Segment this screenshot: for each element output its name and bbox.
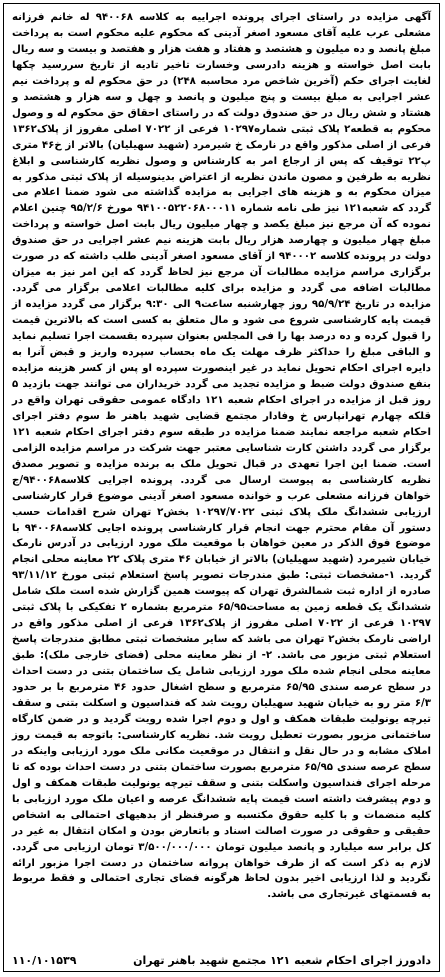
notice-code: ۱۱۰/۱۰۱۵۳۹ <box>12 954 77 967</box>
notice-footer <box>12 954 431 967</box>
notice-signature: دادورز اجرای احکام شعبه ۱۲۱ مجتمع شهید باهنر تهران <box>133 954 431 967</box>
auction-notice <box>3 3 440 972</box>
notice-body-text: آگهی مزایده در راستای اجرای پرونده اجراییه به کلاسه ۹۴۰۰۶۸ له خانم فرزانه مشعلی عرب علیه آقای مسعود اصغر آدینی که محکوم علیه محکوم است به پرداخت مبلغ پانصد و ده میلیون و هشتصد و هفتاد و هفت هزار و هفتصد و بیست و سه ریال بابت اصل خواسته و هزینه دادرسی وخسارت تاخیر تادیه از تاریخ سررسید چکها لغایت اجرای حکم (آخرین شاخص مرد محاسبه ۲۴۸) در حق محکوم له و پرداخت نیم عشر اجرایی به مبلغ بیست و پنج میلیون و پانصد و چهل و سه هزار و هشتصد و هشتاد و شش ریال در حق صندوق دولت که در راستای احقاق حق محکوم له و وصول محکوم به قطعه۲ پلاک ثبتی شماره۱۰۲۹۷ فرعی از ۷۰۲۲ اصلی مفروز از پلاک۱۳۶۲ فرعی از اصلی مذکور واقع در نارمک خ شیرمرد (شهید سهیلیان) بالاتر از خ۴۶ متری پ۲۲ توقیف که پس از ارجاع امر به کارشناس و وصول نظریه کارشناسی و ابلاغ نظریه به طرفین و مصون ماندن نظریه از اعتراض بدینوسیله از پلاک ثبتی مذکور به میزان محکوم به و هزینه های اجرایی به مزایده گذاشته می شود ضمنا اعلام می گردد که شعبه۱۲۱ نیز طی نامه شماره ۹۴۱۰۰۵۲۲۰۶۸۰۰۰۱۱ مورخ ۹۵/۲/۶ چنین اعلام نموده که آن مرجع نیز مبلغ یکصد و چهار میلیون ریال بابت اصل خواسته و پرداخت مبلغ چهار میلیون و چهارصد هزار ریال بابت هزینه نیم عشر اجرایی در حق صندوق دولت در پرونده کلاسه ۹۴۰۰۰۲ از آقای مسعود اصغر آدینی طلب داشته که در صورت برگزاری مراسم مزایده مطالبات آن مرجع نیز لحاظ گردد که این امر نیز به میزان مطالبات اضافه می گردد و مزایده برای کلیه مطالبات اعلامی برگزار می گردد. مزایده در تاریخ ۹۵/۹/۲۴ روز چهارشنبه ساعت۹ الی ۹:۳۰ برگزار می گردد مزایده از قیمت پایه کارشناسی شروع می شود و مال متعلق به کسی است که بالاترین قیمت را قبول کرده و ده درصد بها را فی المجلس بعنوان سپرده بقسمت اجرا تسلیم نماید و الباقی مبلغ را حداکثر ظرف مهلت یک ماه بحساب سپرده واریز و قبض آنرا به دایره اجرای احکام تحویل نماید در غیر اینصورت سپرده او پس از کسر هزینه مزایده بنفع صندوق دولت ضبط و مزایده تجدید می گردد خریداران می توانند جهت بازدید ۵ روز قبل از مزایده در اجرای احکام شعبه ۱۲۱ دادگاه عمومی حقوقی تهران واقع در قلکه چهارم تهرانپارس خ وفادار مجتمع قضایی شهید باهنر ط سوم دفتر اجرای احکام شعبه مراجعه نمایند ضمنا مزایده در طبقه سوم دفتر اجرای احکام شعبه ۱۲۱ برگزار می گردد داشتن کارت شناسایی معتبر جهت شرکت در مراسم مزایده الزامی است. ضمنا این اجرا تعهدی در قبال تحویل ملک به برنده مزایده و تصویر مصدق نظریه کارشناسی به پیوست ارسال می گردد. پرونده اجرایی کلاسه۹۴۰۰۶۸/ج خواهان فرزانه مشعلی عرب و خوانده مسعود اصغر آدینی موضوع قرار کارشناسی ارزیابی ششدانگ ملک پلاک ثبتی ۱۰۲۹۷/۷۰۲۲ بخش۲ تهران شرح اقدامات حسب دستور آن مقام محترم جهت انجام قرار کارشناسی پرونده اجایی کلاسه۹۴۰۰۶۸ با موضوع فوق الذکر در معین خواهان با موقعیت ملک مورد ارزیابی در آدرس نارمک خیابان شیرمرد (شهید سهیلیان) بالاتر از خیابان ۴۶ متری پلاک ۲۲ معاینه محلی انجام گردید. ۱-مشخصات ثبتی: طبق مندرجات تصویر پاسخ استعلام ثبتی مورخ ۹۳/۱۱/۱۲ صادره از اداره ثبت شمالشرق تهران که پیوست همین گزارش شده است ملک شامل ششدانگ یک قطعه زمین به مساحت۶۵/۹۵ مترمربع بشماره ۲ تفکیکی با پلاک ثبتی ۱۰۲۹۷ فرعی از ۷۰۲۲ اصلی مفروز از پلاک۱۳۶۲ فرعی از اصلی مذکور واقع در اراضی نارمک بخش۲ تهران می باشد که سایر مشخصات ثبتی مطابق مندرجات پاسخ استعلام ثبتی مزبور می باشد. ۲- از نظر معاینه محلی (فضای خارجی ملک): طبق معاینه محلی انجام شده ملک مورد ارزیابی شامل یک ساختمان بتنی در دست احداث در سطح عرصه سندی ۶۵/۹۵ مترمربع و سطح اشغال حدود ۴۶ مترمربع با بر حدود ۶/۳ متر رو به خیابان شهید سهیلیان رویت شد که فنداسیون و اسکلت بتنی و سقف تیرچه یونولیت طبقات همکف و اول و دوم اجرا شده رویت گردید و در ضمن کارگاه ساختمانی مزبور بصورت تعطیل رویت شد. نظریه کارشناسی: باتوجه به قیمت روز املاک مشابه و در حال نقل و انتقال در موقعیت مکانی ملک مورد ارزیابی واینکه در سطح عرصه سندی ۶۵/۹۵ مترمربع بصورت ساختمان بتنی در دست احداث بوده که تا مرحله اجرای فنداسیون واسکلت بتنی و سقف تیرچه یونولیت طبقات همکف و اول و دوم پیشرفت داشته است قیمت پایه ششدانگ عرصه و اعیان ملک مورد ارزیابی با کلیه منضمات و با کلیه حقوق مکتسبه و صرفنظر از بدهیهای احتمالی به اشخاص حقیقی و حقوقی در صورت اصالت اسناد و باتعارض بودن و امکان انتقال به غیر در کل برابر سه میلیارد و پانصد میلیون تومان ۳/۵۰۰/۰۰۰/۰۰۰ تومان ارزیابی می گردد. لازم به ذکر است که از طرف خواهان پروانه ساختمان در دست اجرا مزبور ارائه نگردید و لذا ارزیابی اخیر بدون لحاظ هرگونه فضای تجاری احتمالی و فقط مربوط به قسمتهای غیرتجاری می باشد. <box>12 12 432 901</box>
